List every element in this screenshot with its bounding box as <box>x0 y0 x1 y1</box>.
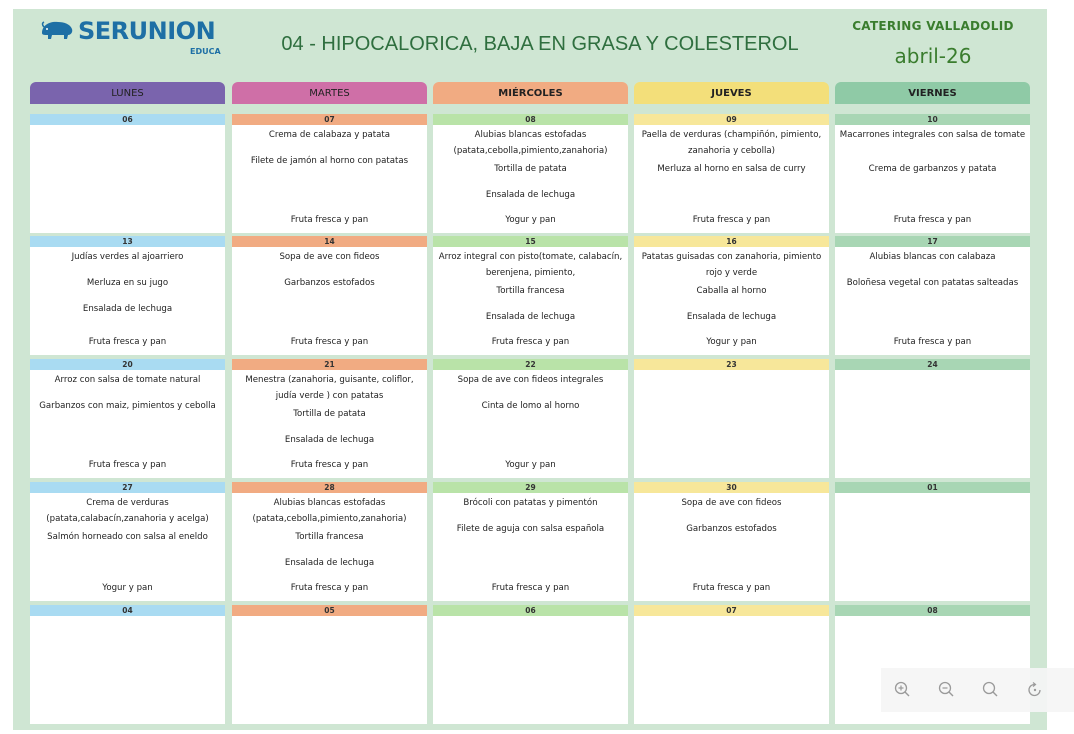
cell-date: 30 <box>634 482 829 493</box>
menu-cell <box>232 114 427 233</box>
menu-cell <box>835 114 1030 233</box>
menu-cell <box>30 114 225 233</box>
cell-body <box>30 247 225 355</box>
dish: Tortilla de patata <box>494 164 567 174</box>
cell-date: 21 <box>232 359 427 370</box>
cell-body <box>835 370 1030 478</box>
dessert: Fruta fresca y pan <box>893 215 972 225</box>
dish: Sopa de ave con fideos <box>681 498 782 508</box>
menu-cell <box>634 605 829 724</box>
menu-cell <box>433 605 628 724</box>
dish: Arroz integral con pisto(tomate, calabacín, berenjena, pimiento, <box>438 252 623 278</box>
cell-body <box>232 493 427 601</box>
dish: Filete de aguja con salsa española <box>456 524 605 534</box>
dessert: Fruta fresca y pan <box>290 460 369 470</box>
menu-cell <box>433 114 628 233</box>
cell-body <box>634 125 829 233</box>
dish: Ensalada de lechuga <box>485 312 576 322</box>
cell-body <box>30 370 225 478</box>
dessert: Fruta fresca y pan <box>692 583 771 593</box>
cell-date: 01 <box>835 482 1030 493</box>
cell-body <box>30 125 225 233</box>
dish: Ensalada de lechuga <box>284 558 375 568</box>
cell-date: 17 <box>835 236 1030 247</box>
cell-date: 14 <box>232 236 427 247</box>
dish: Sopa de ave con fideos <box>279 252 380 262</box>
dish: Macarrones integrales con salsa de tomate <box>839 130 1026 140</box>
dish: Arroz con salsa de tomate natural <box>54 375 201 385</box>
menu-cell <box>433 359 628 478</box>
dessert: Fruta fresca y pan <box>290 215 369 225</box>
cell-body <box>634 247 829 355</box>
cell-body <box>835 247 1030 355</box>
dessert: Fruta fresca y pan <box>692 215 771 225</box>
cell-date: 05 <box>232 605 427 616</box>
cell-body <box>433 247 628 355</box>
dish: Caballa al horno <box>696 286 767 296</box>
cell-date: 13 <box>30 236 225 247</box>
cell-date: 20 <box>30 359 225 370</box>
dish: Salmón horneado con salsa al eneldo <box>47 532 208 542</box>
dish: Sopa de ave con fideos integrales <box>457 375 604 385</box>
menu-cell <box>634 359 829 478</box>
cell-date: 23 <box>634 359 829 370</box>
cell-date: 24 <box>835 359 1030 370</box>
zoom-out-icon <box>937 680 957 700</box>
dish: Ensalada de lechuga <box>82 304 173 314</box>
dish: Alubias blancas con calabaza <box>869 252 996 262</box>
dish: Alubias blancas estofadas (patata,cebolla,pimiento,zanahoria) <box>252 498 407 524</box>
dish: Tortilla de patata <box>293 409 366 419</box>
dessert: Fruta fresca y pan <box>290 583 369 593</box>
dessert: Fruta fresca y pan <box>491 583 570 593</box>
dish: Garbanzos estofados <box>284 278 375 288</box>
menu-cell <box>634 236 829 355</box>
menu-cell <box>232 605 427 724</box>
dish: Judías verdes al ajoarriero <box>71 252 184 262</box>
cell-body <box>433 125 628 233</box>
brand-sub: EDUCA <box>190 47 221 56</box>
dish: Tortilla francesa <box>496 286 565 296</box>
cell-body <box>232 616 427 724</box>
sheet-bottom-strip <box>13 725 1047 730</box>
dish: Alubias blancas estofadas (patata,cebolla,pimiento,zanahoria) <box>453 130 608 156</box>
dish: Crema de garbanzos y patata <box>868 164 997 174</box>
dish: Paella de verduras (champiñón, pimiento, zanahoria y cebolla) <box>641 130 822 156</box>
cell-date: 28 <box>232 482 427 493</box>
dish: Ensalada de lechuga <box>485 190 576 200</box>
dessert: Yogur y pan <box>505 460 556 470</box>
cell-date: 04 <box>30 605 225 616</box>
day-header: LUNES <box>30 82 225 104</box>
search-icon <box>981 680 1001 700</box>
dessert: Fruta fresca y pan <box>88 337 167 347</box>
menu-title: 04 - HIPOCALORICA, BAJA EN GRASA Y COLESTEROL <box>281 33 799 55</box>
day-header: MARTES <box>232 82 427 104</box>
cell-body <box>634 616 829 724</box>
rotate-button[interactable] <box>1025 680 1045 700</box>
cell-date: 16 <box>634 236 829 247</box>
rotate-icon <box>1025 680 1045 700</box>
dish: Garbanzos estofados <box>686 524 777 534</box>
dish: Boloñesa vegetal con patatas salteadas <box>846 278 1019 288</box>
month-label: abril-26 <box>894 44 972 68</box>
cell-date: 22 <box>433 359 628 370</box>
dish: Patatas guisadas con zanahoria, pimiento rojo y verde <box>641 252 822 278</box>
cell-date: 29 <box>433 482 628 493</box>
dessert: Yogur y pan <box>102 583 153 593</box>
dessert: Fruta fresca y pan <box>290 337 369 347</box>
cell-body <box>232 125 427 233</box>
dessert: Yogur y pan <box>706 337 757 347</box>
menu-cell <box>30 605 225 724</box>
cell-date: 06 <box>433 605 628 616</box>
catering-label: CATERING VALLADOLID <box>852 19 1014 33</box>
dish: Cinta de lomo al horno <box>481 401 580 411</box>
dessert: Yogur y pan <box>505 215 556 225</box>
cell-date: 27 <box>30 482 225 493</box>
dish: Filete de jamón al horno con patatas <box>250 156 409 166</box>
dish: Merluza al horno en salsa de curry <box>657 164 806 174</box>
cell-body <box>634 493 829 601</box>
cell-body <box>634 370 829 478</box>
menu-cell <box>835 482 1030 601</box>
cell-body <box>835 125 1030 233</box>
dish: Crema de calabaza y patata <box>268 130 391 140</box>
cell-body <box>30 493 225 601</box>
cell-date: 08 <box>835 605 1030 616</box>
cell-body <box>835 493 1030 601</box>
dish: Garbanzos con maiz, pimientos y cebolla <box>39 401 216 411</box>
dish: Ensalada de lechuga <box>686 312 777 322</box>
cell-body <box>30 616 225 724</box>
dish: Crema de verduras (patata,calabacín,zanahoria y acelga) <box>46 498 209 524</box>
cell-date: 07 <box>232 114 427 125</box>
menu-cell <box>835 359 1030 478</box>
brand-name: SERUNION <box>78 17 216 45</box>
dessert: Fruta fresca y pan <box>88 460 167 470</box>
cell-body <box>433 370 628 478</box>
cell-body <box>433 493 628 601</box>
menu-cell <box>634 482 829 601</box>
menu-cell <box>835 236 1030 355</box>
menu-sheet <box>13 9 1047 725</box>
menu-cell <box>433 482 628 601</box>
day-header: JUEVES <box>634 82 829 104</box>
cell-body <box>232 247 427 355</box>
cell-body <box>433 616 628 724</box>
cell-body <box>232 370 427 478</box>
menu-cell <box>30 236 225 355</box>
zoom-in-icon <box>893 680 913 700</box>
cell-date: 10 <box>835 114 1030 125</box>
dish: Brócoli con patatas y pimentón <box>463 498 598 508</box>
day-header: VIERNES <box>835 82 1030 104</box>
zoom-out-button[interactable] <box>937 680 957 700</box>
menu-cell <box>232 482 427 601</box>
menu-cell <box>232 359 427 478</box>
zoom-in-button[interactable] <box>893 680 913 700</box>
cell-date: 08 <box>433 114 628 125</box>
dish: Menestra (zanahoria, guisante, coliflor, judía verde ) con patatas <box>245 375 414 401</box>
dessert: Fruta fresca y pan <box>893 337 972 347</box>
cell-date: 15 <box>433 236 628 247</box>
menu-cell <box>232 236 427 355</box>
search-button[interactable] <box>981 680 1001 700</box>
dish: Ensalada de lechuga <box>284 435 375 445</box>
cell-date: 07 <box>634 605 829 616</box>
zoom-toolbar <box>881 668 1074 712</box>
cell-date: 06 <box>30 114 225 125</box>
menu-cell <box>433 236 628 355</box>
dish: Tortilla francesa <box>295 532 364 542</box>
dish: Merluza en su jugo <box>86 278 169 288</box>
cell-date: 09 <box>634 114 829 125</box>
dessert: Fruta fresca y pan <box>491 337 570 347</box>
menu-cell <box>30 482 225 601</box>
menu-cell <box>634 114 829 233</box>
day-header: MIÉRCOLES <box>433 82 628 104</box>
menu-cell <box>30 359 225 478</box>
